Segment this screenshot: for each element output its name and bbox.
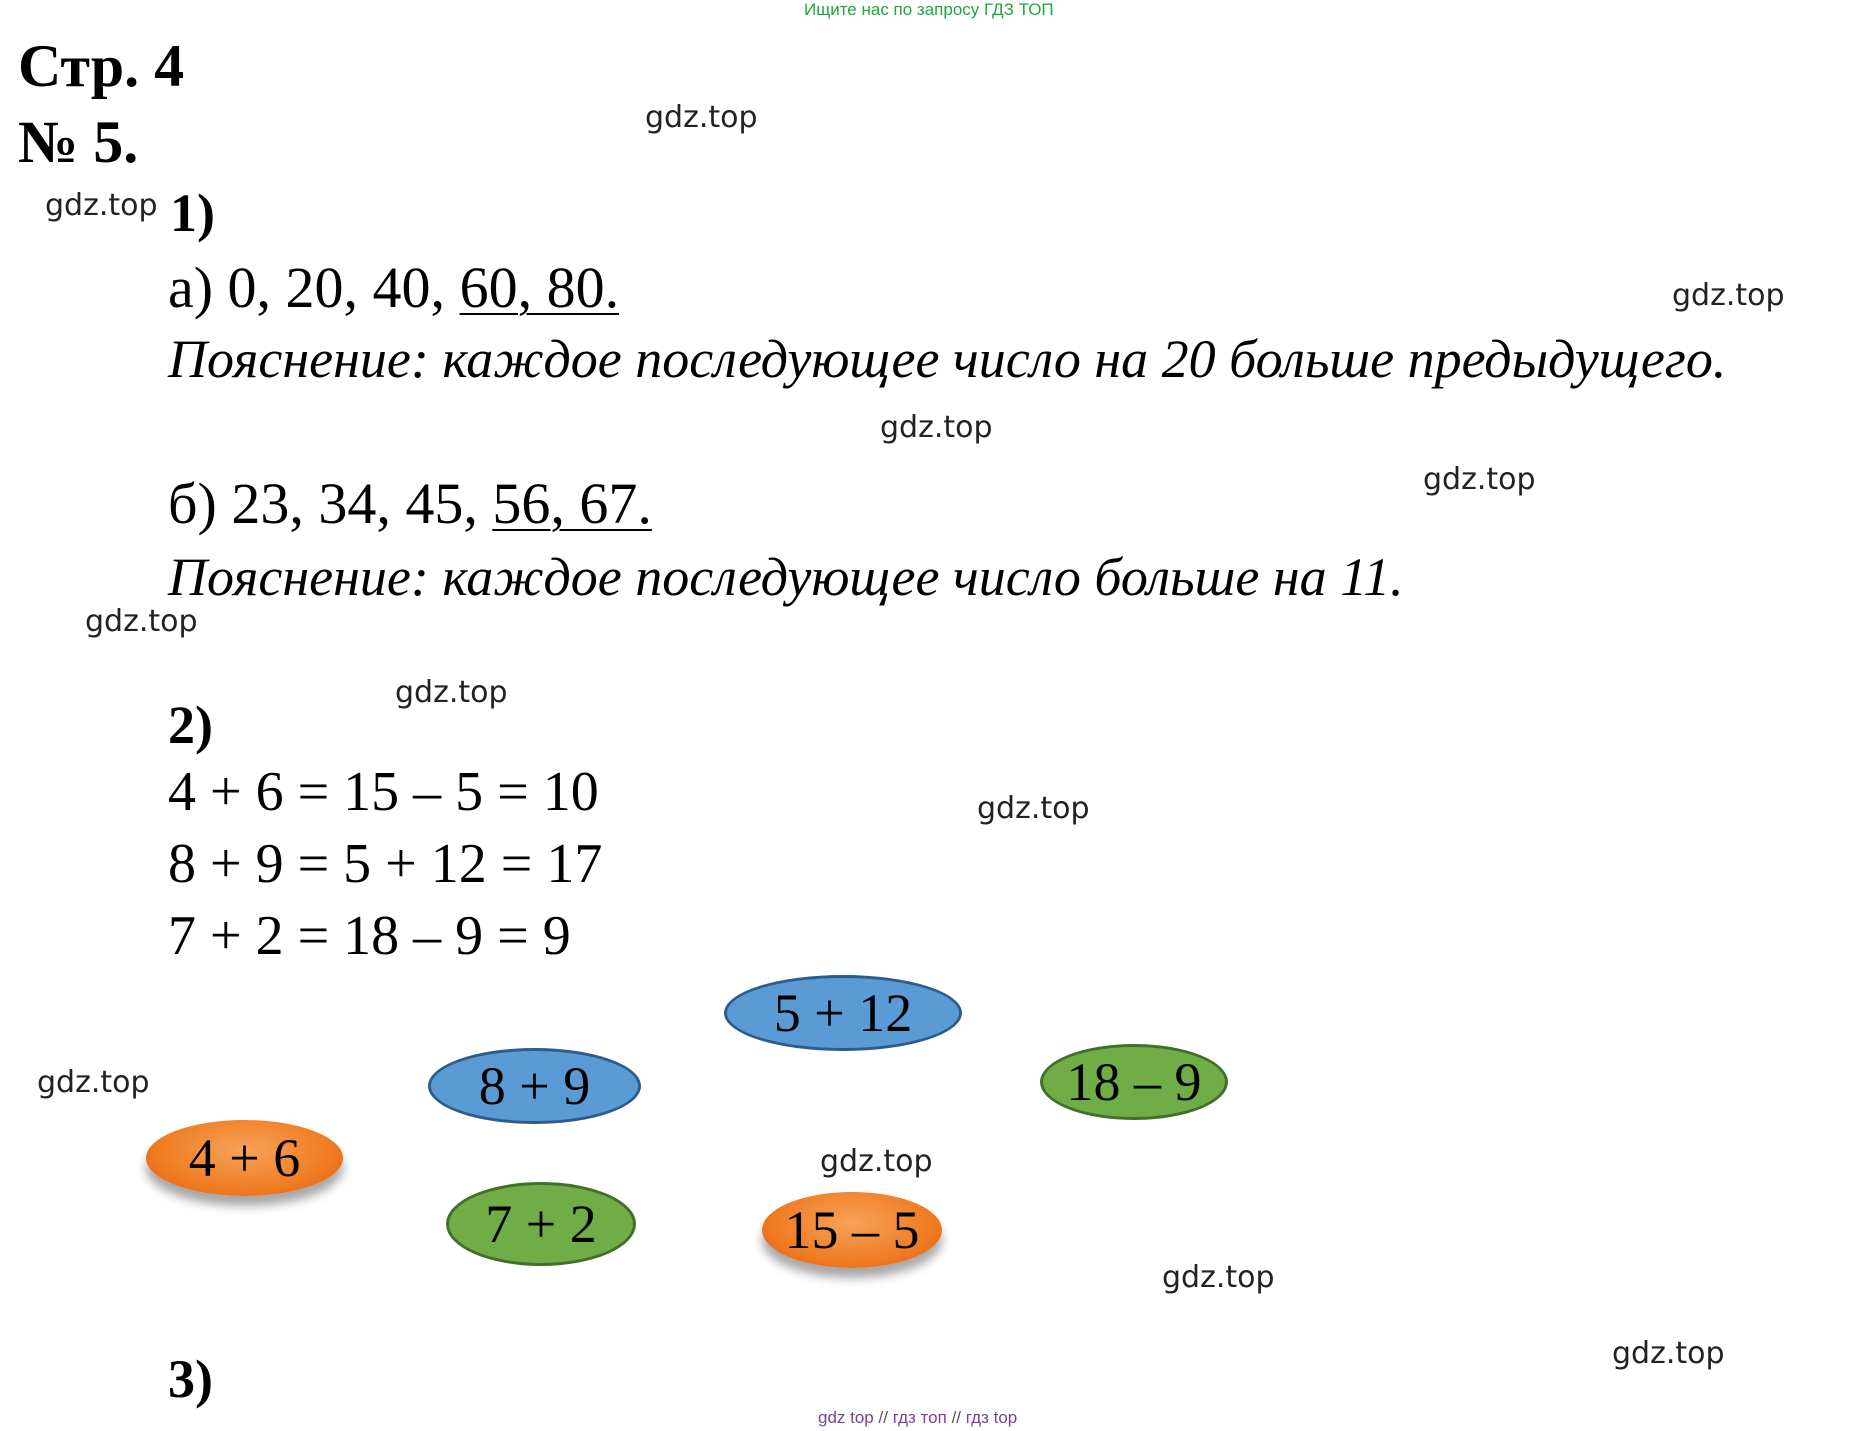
part1-a-answer: 60, 80.	[459, 255, 620, 320]
oval-15-minus-5: 15 – 5	[762, 1192, 942, 1268]
footer-separator: //	[951, 1408, 962, 1427]
oval-4-plus-6: 4 + 6	[146, 1120, 343, 1196]
watermark: gdz.top	[645, 100, 758, 135]
task-number: № 5.	[18, 109, 139, 175]
page-title: Стр. 4	[18, 33, 185, 99]
oval-18-minus-9: 18 – 9	[1040, 1044, 1228, 1120]
part2-label: 2)	[168, 695, 213, 755]
part1-a-line	[168, 254, 619, 321]
watermark: gdz.top	[45, 188, 158, 223]
part1-b-explanation: Пояснение: каждое последующее число больше на 11.	[168, 547, 1404, 607]
equation-line: 4 + 6 = 15 – 5 = 10	[168, 761, 599, 823]
footer-link-2[interactable]: гдз топ	[892, 1408, 947, 1427]
footer-links	[818, 1408, 1017, 1428]
oval-7-plus-2: 7 + 2	[446, 1182, 636, 1266]
oval-8-plus-9: 8 + 9	[428, 1048, 641, 1124]
watermark: gdz.top	[880, 410, 993, 445]
part1-b-answer: 56, 67.	[492, 471, 652, 536]
equation-line: 7 + 2 = 18 – 9 = 9	[168, 905, 571, 967]
footer-separator: //	[878, 1408, 888, 1427]
part1-label: 1)	[170, 183, 215, 243]
watermark: gdz.top	[1612, 1336, 1725, 1371]
part1-a-explanation: Пояснение: каждое последующее число на 20 больше предыдущего.	[168, 329, 1727, 389]
footer-link-3[interactable]: гдз top	[965, 1408, 1018, 1427]
watermark: gdz.top	[37, 1065, 150, 1100]
watermark: gdz.top	[1162, 1260, 1275, 1295]
watermark: gdz.top	[395, 675, 508, 710]
equation-line: 8 + 9 = 5 + 12 = 17	[168, 833, 603, 895]
watermark: gdz.top	[85, 604, 198, 639]
watermark: gdz.top	[1423, 462, 1536, 497]
watermark: gdz.top	[977, 791, 1090, 826]
part1-b-line	[168, 470, 652, 537]
watermark: gdz.top	[820, 1144, 933, 1179]
top-banner: Ищите нас по запросу ГДЗ ТОП	[804, 0, 1054, 19]
part1-b-prefix: б) 23, 34, 45,	[168, 471, 493, 536]
part3-label: 3)	[168, 1349, 213, 1409]
part1-a-prefix: а) 0, 20, 40,	[168, 255, 460, 320]
footer-link-1[interactable]: gdz top	[818, 1408, 874, 1427]
oval-5-plus-12: 5 + 12	[724, 975, 962, 1051]
watermark: gdz.top	[1672, 278, 1785, 313]
